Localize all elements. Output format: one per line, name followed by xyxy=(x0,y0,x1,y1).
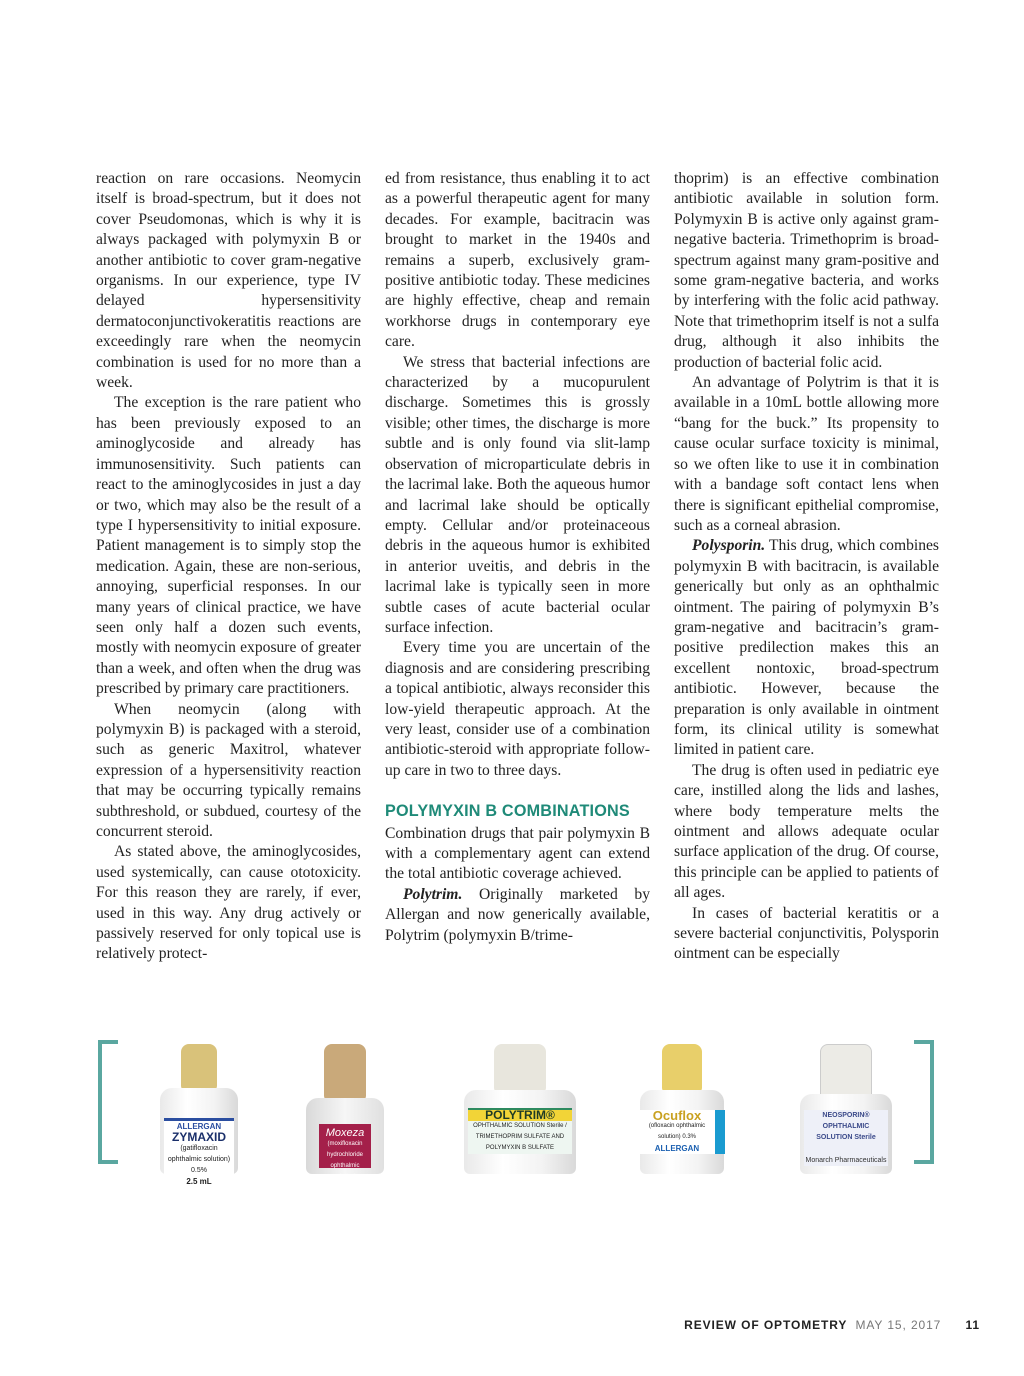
polytrim-bottle xyxy=(464,1044,576,1168)
paragraph xyxy=(385,885,650,946)
paragraph: The exception is the rare patient who has been previously exposed to an aminoglycoside and already has immunosensitivity. Such patients can react to the aminoglycosides in just a day or two, which may also be the result of a type I hypersensitivity to initial exposure. Patient management is to simply stop the medication. Again, these are non-serious, annoying, superficial responses. In our many years of clinical practice, we have seen only half a dozen such events, mostly with neomycin exposure of greater than a week, and often when the drug was prescribed by primary care practitioners. xyxy=(96,394,361,698)
column-3 xyxy=(674,169,939,965)
page-number: 11 xyxy=(965,1318,980,1332)
paragraph: We stress that bacterial infections are characterized by a mucopurulent discharge. Sometimes this is grossly visible; other times, the discharge is more subtle and is only found via slit-lamp observation of microparticulate debris in the lacrimal lake. Both the aqueous humor and lacrimal lake should be optically empty. Cellular and/or proteinaceous debris in the aqueous humor is exhibited in anterior uveitis, and debris in the lacrimal lake is typically seen in more subtle cases of acute bacterial ocular surface infection. xyxy=(385,353,650,636)
paragraph: An advantage of Polytrim is that it is available in a 10mL bottle allowing more “bang for the buck.” Its propensity to cause ocular surface toxicity is minimal, so we often like to use it in combination with a bandage soft contact lens when there is significant epithelial compromise, such as a corneal abrasion. xyxy=(674,374,939,534)
drug-description: (moxifloxacin hydrochloride ophthalmic solution) xyxy=(326,1141,364,1180)
bottle-cap xyxy=(181,1044,217,1090)
paragraph: ed from resistance, thus enabling it to act as a powerful therapeutic agent for many decades. For example, bacitracin was brought to market in the 1940s and remains a superb, exclusively gram-positive antibiotic today. These medicines are highly effective, cheap and remain workhorse drugs in contemporary eye care. xyxy=(385,170,650,351)
bottle-cap xyxy=(820,1044,872,1098)
neosporin-bottle xyxy=(800,1044,892,1168)
paragraph: When neomycin (along with polymyxin B) is packaged with a steroid, such as generic Maxitrol, whatever expression of a hypersensitivity reaction that may be occurring typically remains subthreshold, or subdued, courtesy of the concurrent steroid. xyxy=(96,700,361,840)
polysporin-lead: Polysporin. xyxy=(692,537,766,555)
drug-description: (ofloxacin ophthalmic solution) 0.3% xyxy=(648,1123,706,1140)
bottle-label xyxy=(804,1110,888,1166)
ocuflox-bottle xyxy=(640,1044,724,1168)
paragraph: reaction on rare occasions. Neomycin itself is broad-spectrum, but it does not cover Pseudomonas, which is why it is always packaged with polymyxin B or another antibiotic to cover gram-negative organisms. In our experience, type IV delayed hypersensitivity dermatoconjunctivokeratitis reactions are exceedingly rare when the neomycin combination is used for no more than a week. xyxy=(96,170,361,392)
drug-description: OPHTHALMIC SOLUTION Sterile / TRIMETHOPRIM SULFATE AND POLYMYXIN B SULFATE xyxy=(473,1123,567,1151)
paragraph xyxy=(674,536,939,760)
brand-name: Moxeza xyxy=(325,1127,365,1139)
polytrim-lead: Polytrim. xyxy=(403,885,463,903)
polysporin-text: This drug, which combines polymyxin B with bacitracin, is available generically but only as an ophthalmic ointment. The pairing of polymyxin B’s gram-negative and bacitracin’s gram-positive predilection makes this an excellent nontoxic, broad-spectrum antibiotic. However, because the preparation is only available in ointment form, its clinical utility is somewhat limited in patient care. xyxy=(674,537,939,759)
brand-name: ZYMAXID xyxy=(172,1130,226,1144)
section-heading: POLYMYXIN B COMBINATIONS xyxy=(385,802,630,821)
moxeza-bottle xyxy=(306,1044,384,1191)
paragraph: The drug is often used in pediatric eye care, instilled along the lids and lashes, where body temperature melts the ointment and allows adequate ocular surface application of the drug. Of course, this principle can be applied to patients of all ages. xyxy=(674,761,939,902)
zymaxid-bottle xyxy=(160,1044,238,1186)
drug-description: (gatifloxacin ophthalmic solution) 0.5% xyxy=(167,1145,231,1174)
bottle-cap xyxy=(662,1044,702,1092)
paragraph: In cases of bacterial keratitis or a severe bacterial conjunctivitis, Polysporin ointment can be especially xyxy=(674,904,939,963)
maker-label: Monarch Pharmaceuticals xyxy=(805,1157,887,1164)
column-1 xyxy=(96,169,361,965)
bottle-label xyxy=(164,1118,234,1187)
maker-label: ALLERGAN xyxy=(176,1122,222,1131)
paragraph: Every time you are uncertain of the diagnosis and are considering prescribing a topical antibiotic, always reconsider this low-yield therapeutic approach. At the very least, consider use of a combination antibiotic-steroid with appropriate follow-up care in two to three days. xyxy=(385,639,650,779)
bottle-cap xyxy=(324,1044,366,1100)
maker-label: ALLERGAN xyxy=(654,1144,700,1153)
issue-date: MAY 15, 2017 xyxy=(855,1318,942,1332)
paragraph: Combination drugs that pair polymyxin B with a complementary agent can extend the total antibiotic coverage achieved. xyxy=(385,824,650,883)
bottle-label xyxy=(468,1108,572,1154)
bottle-label xyxy=(319,1124,371,1191)
publication-name: REVIEW OF OPTOMETRY xyxy=(684,1318,848,1332)
column-2 xyxy=(385,169,650,946)
volume-label: 2.5 mL xyxy=(186,1177,212,1186)
volume-label: 3 mL 0.5% as base xyxy=(319,1185,371,1191)
paragraph: As stated above, the aminoglycosides, used systemically, can cause ototoxicity. For this reason they are rarely, if ever, used in this way. Any drug actively or passively reserved for only topical use is relatively protect- xyxy=(96,843,361,963)
bottle-label xyxy=(639,1110,725,1154)
brand-name: Ocuflox xyxy=(652,1108,702,1123)
page-footer xyxy=(620,1318,980,1332)
brand-name: POLYTRIM® xyxy=(468,1110,572,1121)
brand-name: NEOSPORIN® OPHTHALMIC SOLUTION Sterile xyxy=(816,1112,876,1141)
bottle-cap xyxy=(494,1044,546,1092)
product-photo-strip xyxy=(96,1036,940,1191)
polytrim-text: Originally marketed by Allergan and now generically available, Polytrim (polymyxin B/trime- xyxy=(385,885,650,944)
paragraph: thoprim) is an effective combination antibiotic available in solution form. Polymyxin B is active only against gram-negative bacteria. Trimethoprim is broad-spectrum against many gram-positive and some gram-negative bacteria, and works by interfering with the folic acid pathway. Note that trimethoprim itself is not a sulfa drug, although it also inhibits the production of bacterial folic acid. xyxy=(674,170,939,371)
